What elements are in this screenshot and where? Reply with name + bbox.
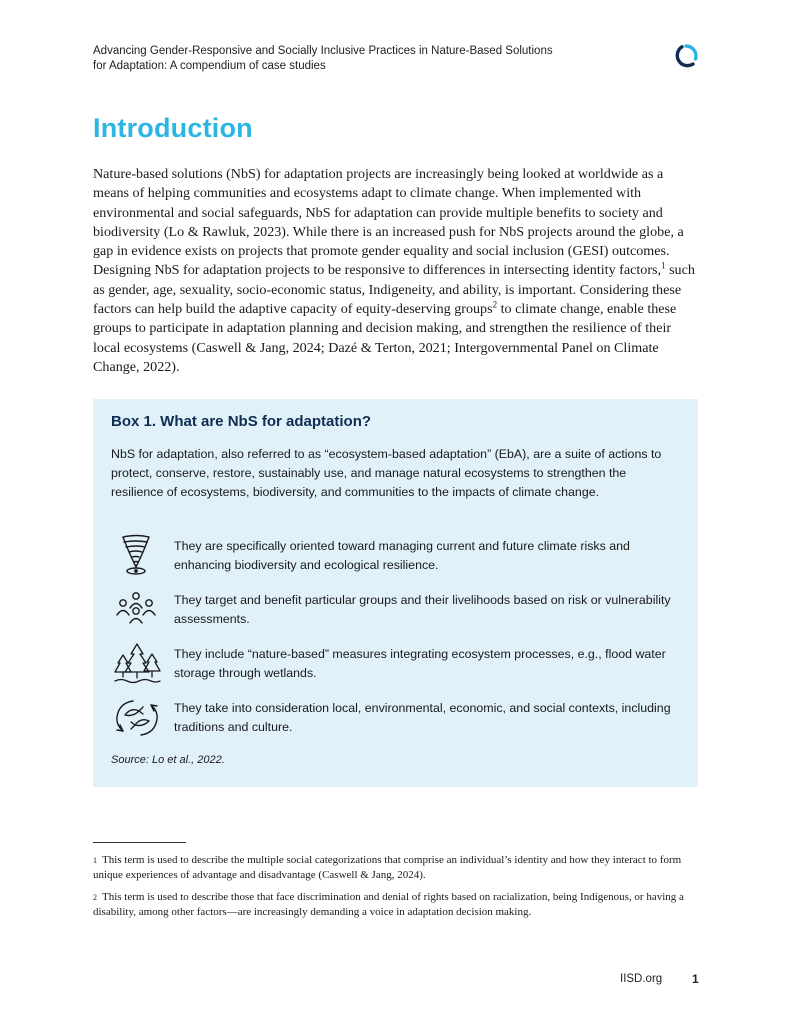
box-item-contexts <box>111 699 681 749</box>
footnote-number: 1 <box>93 856 97 865</box>
footnote-1 <box>93 853 699 883</box>
page-number: 1 <box>692 972 699 986</box>
header-line-1: Advancing Gender-Responsive and Socially Inclusive Practices in Nature-Based Solutions <box>93 45 553 57</box>
footnote-divider <box>93 842 186 843</box>
box-item-groups <box>111 591 681 641</box>
cycle-fish-icon <box>111 695 163 741</box>
footnote-text: This term is used to describe the multiple social categorizations that comprise an individual’s identity and how they interact to form unique experiences of advantage and disadvantage (Caswell & Jang, 2024). <box>93 854 682 881</box>
intro-paragraph <box>93 165 699 377</box>
box-item-text: They are specifically oriented toward managing current and future climate risks and enhancing biodiversity and ecological resilience. <box>174 539 630 572</box>
box-title: Box 1. What are NbS for adaptation? <box>111 413 372 430</box>
intro-text-3: to climate change, enable these groups to participate in adaptation planning and decision making, and strengthen the resilience of their local ecosystems (Caswell & Jang, 2024; Dazé & Terton, 2021; Intergovernmental Panel on Climate Change, 2022). <box>93 301 677 375</box>
header-line-2: for Adaptation: A compendium of case studies <box>93 60 326 72</box>
footnote-number: 2 <box>93 893 97 902</box>
box-item-text: They take into consideration local, environmental, economic, and social contexts, including traditions and culture. <box>174 701 671 734</box>
tornado-icon <box>111 533 163 579</box>
info-box <box>93 399 698 787</box>
box-item-risks <box>111 537 681 587</box>
footnote-ref-1[interactable]: 1 <box>661 260 666 271</box>
running-header <box>93 44 633 74</box>
footnote-text: This term is used to describe those that face discrimination and denial of rights based on racialization, being Indigenous, or having a disability, among other factors—are increasingly demanding a voice in adaptation decision making. <box>93 891 684 918</box>
box-item-nature <box>111 645 681 695</box>
ring-logo-icon <box>673 43 699 69</box>
footnote-2 <box>93 890 699 920</box>
forest-icon <box>111 641 163 687</box>
box-item-text: They target and benefit particular groups and their livelihoods based on risk or vulnerability assessments. <box>174 593 671 626</box>
box-intro-text: NbS for adaptation, also referred to as “ecosystem-based adaptation” (EbA), are a suite of actions to protect, conserve, restore, sustainably use, and manage natural ecosystems to strengthen the resilience of ecosystems, biodiversity, and communities to the impacts of climate change. <box>111 447 662 499</box>
page-title: Introduction <box>93 113 253 143</box>
box-item-text: They include “nature-based” measures integrating ecosystem processes, e.g., flood water storage through wetlands. <box>174 647 666 680</box>
intro-text-2: such as gender, age, sexuality, socio-economic status, Indigeneity, and ability, is important. Considering these factors can help build the adaptive capacity of equity-deserving groups <box>93 262 695 318</box>
people-group-icon <box>111 587 163 633</box>
footnote-ref-2[interactable]: 2 <box>492 299 498 310</box>
footer-site-link[interactable]: IISD.org <box>620 973 663 985</box>
intro-text-1: Nature-based solutions (NbS) for adaptation projects are increasingly being looked at worldwide as a means of helping communities and ecosystems adapt to climate change. When implemented with environmental and social safeguards, NbS for adaptation can provide multiple benefits to society and biodiversity (Lo & Rawluk, 2023). While there is an increased push for NbS projects around the globe, a gap in evidence exists on projects that promote gender equality and social inclusion (GESI) outcomes. Designing NbS for adaptation projects to be responsive to differences in intersecting identity factors, <box>93 166 684 279</box>
box-source: Source: Lo et al., 2022. <box>111 754 225 766</box>
